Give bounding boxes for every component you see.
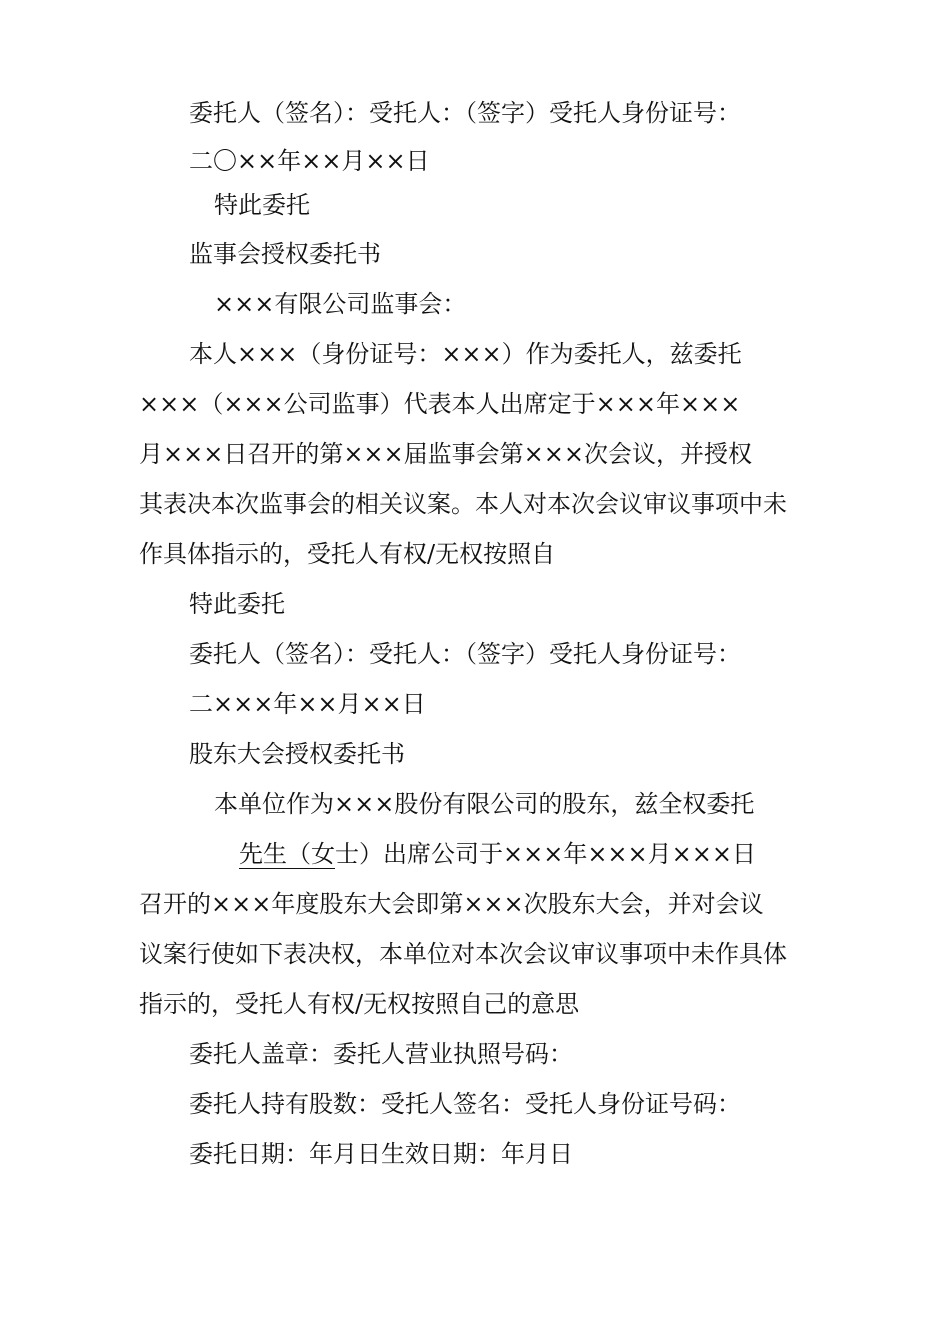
- text-line: 二〇××年××月××日: [189, 147, 430, 175]
- text-line: 特此委托: [214, 191, 310, 219]
- text-line: 委托日期：年月日生效日期：年月日: [189, 1140, 573, 1168]
- section-title: 股东大会授权委托书: [189, 740, 405, 768]
- blank-underline: [139, 844, 239, 874]
- text-line: 二×××年××月××日: [189, 690, 426, 718]
- text-line: 月×××日召开的第×××届监事会第×××次会议，并授权: [139, 440, 752, 468]
- text-line: ×××（×××公司监事）代表本人出席定于×××年×××: [139, 390, 741, 418]
- section-title: 监事会授权委托书: [189, 240, 381, 268]
- text-segment: 士）出席公司于×××年×××月×××日: [335, 840, 756, 868]
- text-line: 本人×××（身份证号：×××）作为委托人，兹委托: [189, 340, 742, 368]
- text-line: 委托人（签名）：受托人：（签字）受托人身份证号：: [189, 99, 741, 127]
- text-line: 作具体指示的，受托人有权/无权按照自: [139, 540, 556, 568]
- text-line: 其表决本次监事会的相关议案。本人对本次会议审议事项中未: [139, 490, 787, 518]
- text-line: 委托人盖章：委托人营业执照号码：: [189, 1040, 573, 1068]
- text-line: 委托人（签名）：受托人：（签字）受托人身份证号：: [189, 640, 741, 668]
- text-line: 委托人持有股数：受托人签名：受托人身份证号码：: [189, 1090, 741, 1118]
- text-line: 本单位作为×××股份有限公司的股东，兹全权委托: [214, 790, 755, 818]
- text-line: 议案行使如下表决权，本单位对本次会议审议事项中未作具体: [139, 940, 787, 968]
- text-line: ×××有限公司监事会：: [214, 290, 467, 318]
- text-line: 特此委托: [189, 590, 285, 618]
- text-line: 指示的，受托人有权/无权按照自己的意思: [139, 990, 580, 1018]
- text-line: [139, 834, 839, 874]
- underlined-text: 先生（女: [239, 840, 335, 868]
- text-line: 召开的×××年度股东大会即第×××次股东大会，并对会议: [139, 890, 764, 918]
